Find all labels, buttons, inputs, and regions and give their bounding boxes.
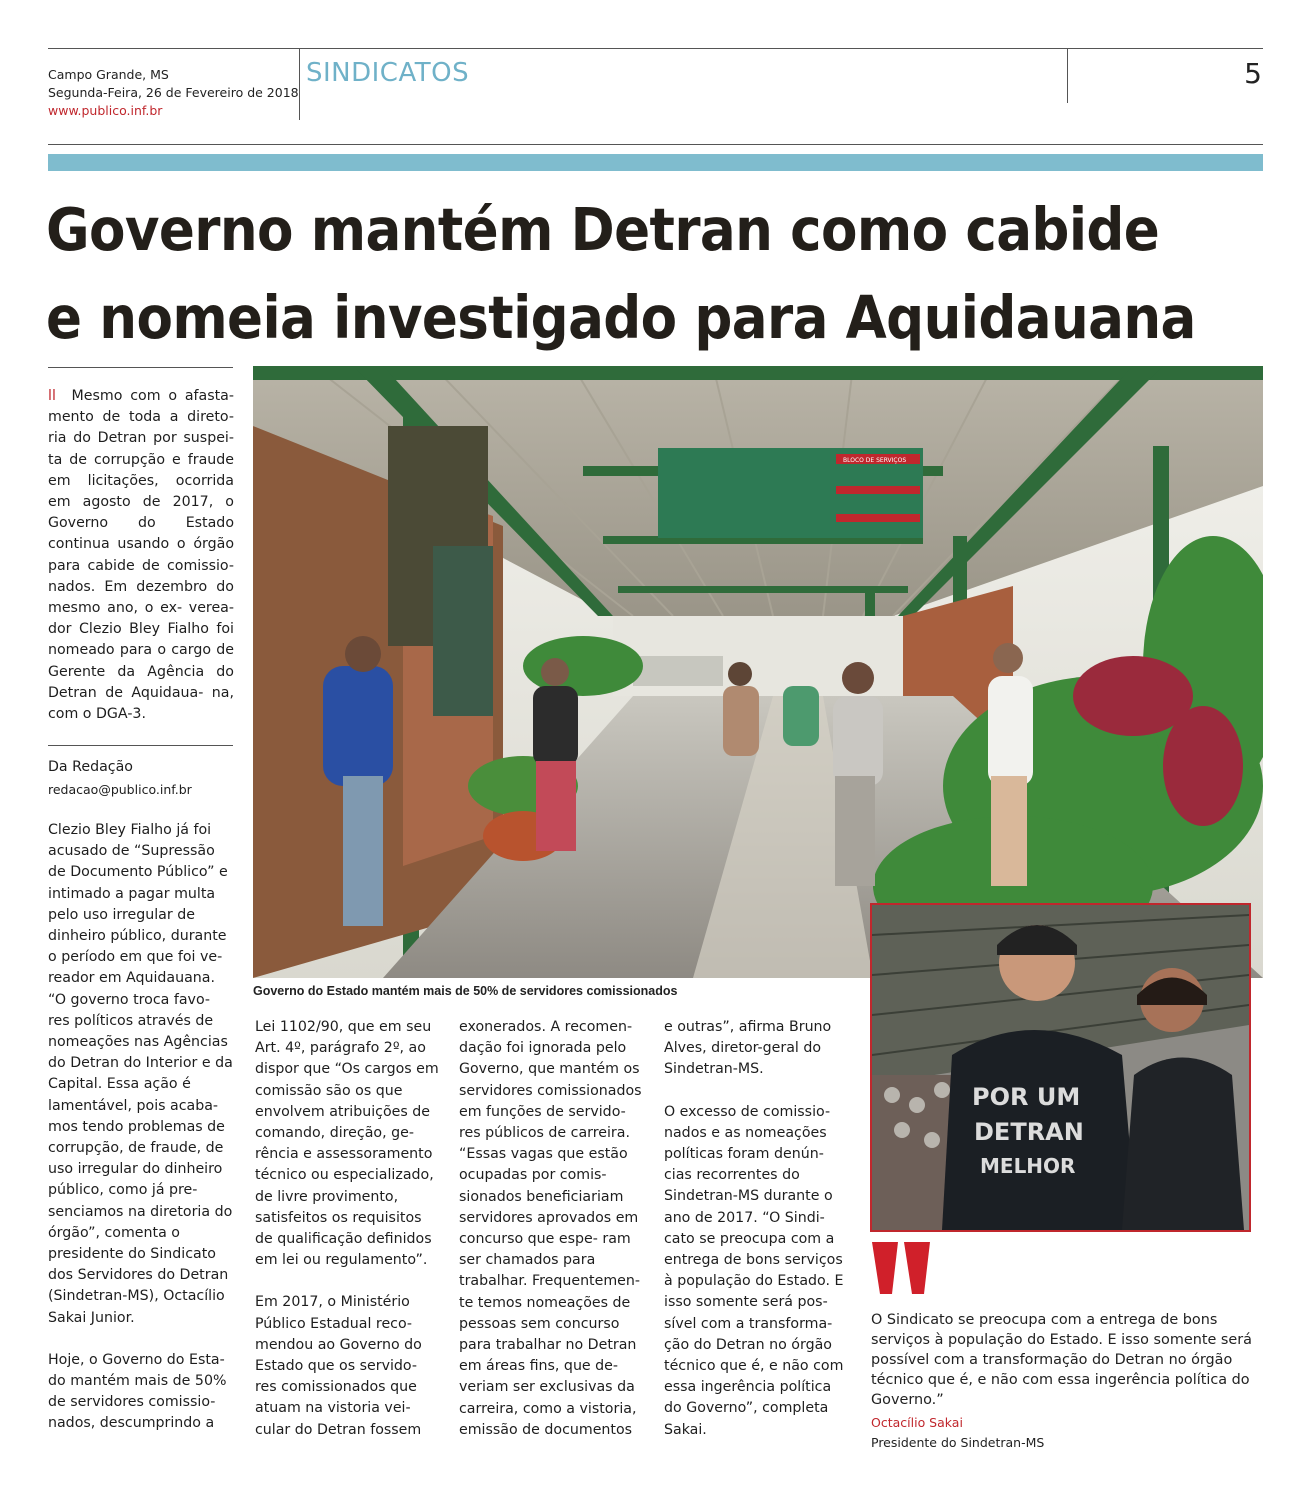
pullquote-role: Presidente do Sindetran-MS xyxy=(871,1435,1045,1450)
header-url[interactable]: www.publico.inf.br xyxy=(48,103,163,118)
union-members-illustration xyxy=(872,905,1249,1230)
header-divider-left xyxy=(299,48,300,120)
inset-photo xyxy=(870,903,1251,1232)
section-color-bar xyxy=(48,154,1263,171)
column-1 xyxy=(48,820,236,1456)
column-4-paragraph-1: e outras”, afirma Bruno Alves, diretor-geral do Sindetran-MS. xyxy=(664,1019,832,1078)
photo-caption: Governo do Estado mantém mais de 50% de servidores comissionados xyxy=(253,984,678,998)
column-3-paragraph-1: exonerados. A recomen- dação foi ignorada pelo Governo, que mantém os servidores comissionados em funções de servido- res públicos de carreira. “Essas vagas que estão ocupadas por comis- sionados beneficiariam servidores aprovados em concurso que espe- ram ser chamados para trabalhar. Frequentemen- te temos nomeações de pessoas sem concurso para trabalhar no Detran em áreas fins, que de- veriam ser exclusivas da carreira, como a vistoria, emissão de documentos xyxy=(459,1019,642,1438)
pullquote-text: O Sindicato se preocupa com a entrega de bons serviços à população do Estado. E isso somente será possível com a transformação do Detran no órgão técnico que é, e não com essa ingerência política do Governo.” xyxy=(871,1312,1252,1408)
headline-line-1: Governo mantém Detran como cabide xyxy=(46,195,1160,264)
column-2 xyxy=(255,1017,440,1462)
header-divider-right xyxy=(1067,48,1068,103)
lead-bottom-rule xyxy=(48,745,233,746)
column-3 xyxy=(459,1017,646,1462)
shirt-text-line-2: DETRAN xyxy=(974,1118,1084,1146)
header-city: Campo Grande, MS xyxy=(48,67,169,82)
lead-paragraph xyxy=(48,386,234,725)
column-1-paragraph-2: Hoje, o Governo do Esta- do mantém mais de 50% de servidores comissio- nados, descumprindo a xyxy=(48,1351,227,1432)
byline: Da Redação xyxy=(48,759,133,775)
lead-top-rule xyxy=(48,367,233,368)
headline xyxy=(46,186,1266,362)
page-number: 5 xyxy=(1244,57,1262,90)
sign-title: BLOCO DE SERVIÇOS xyxy=(843,457,907,464)
pullquote-name: Octacílio Sakai xyxy=(871,1415,963,1430)
shirt-text-line-1: POR UM xyxy=(972,1083,1081,1111)
quote-mark-icon xyxy=(870,1238,934,1298)
section-title: SINDICATOS xyxy=(306,58,470,88)
lead-mark: ll xyxy=(48,388,56,404)
column-2-paragraph-2: Em 2017, o Ministério Público Estadual reco- mendou ao Governo do Estado que os servido- res comissionados que atuam na vistoria vei- cular do Detran fossem xyxy=(255,1294,422,1438)
column-4 xyxy=(664,1017,852,1462)
byline-email[interactable]: redacao@publico.inf.br xyxy=(48,782,192,797)
lead-text: Mesmo com o afasta- mento de toda a direto- ria do Detran por suspei- ta de corrupção e fraude em licitações, ocorrida em agosto de 2017, o Governo do Estado continua usando o órgão para cabide de comissio- nados. Em dezembro do mesmo ano, o ex- verea- dor Clezio Bley Fialho foi nomeado para o cargo de Gerente da Agência do Detran de Aquidaua- na, com o DGA-3. xyxy=(48,388,234,723)
main-photo xyxy=(253,366,1263,978)
column-1-paragraph-1: Clezio Bley Fialho já foi acusado de “Supressão de Documento Público” e intimado a pagar multa pelo uso irregular de dinheiro público, durante o período em que foi ve- reador em Aquidauana. “O governo troca favo- res políticos através de nomeações nas Agências do Detran do Interior e da Capital. Essa ação é lamentável, pois acaba- mos tendo problemas de corrupção, de fraude, de uso irregular do dinheiro público, como já pre- senciamos na diretoria do órgão”, comenta o presidente do Sindicato dos Servidores do Detran (Sindetran-MS), Octacílio Sakai Junior. xyxy=(48,822,233,1326)
header-date: Segunda-Feira, 26 de Fevereiro de 2018 xyxy=(48,85,299,100)
column-4-paragraph-2: O excesso de comissio- nados e as nomeações políticas foram denún- cias recorrentes do Sindetran-MS durante o ano de 2017. “O Sindi- cato se preocupa com a entrega de bons serviços à população do Estado. E isso somente será pos- sível com a transforma- ção do Detran no órgão técnico que é, e não com essa ingerência política do Governo”, completa Sakai. xyxy=(664,1103,844,1438)
headline-line-2: e nomeia investigado para Aquidauana xyxy=(46,283,1196,352)
corridor-illustration xyxy=(253,366,1263,978)
column-2-paragraph-1: Lei 1102/90, que em seu Art. 4º, parágrafo 2º, ao dispor que “Os cargos em comissão são os que envolvem atribuições de comando, direção, ge- rência e assessoramento técnico ou especializado, de livre provimento, satisfeitos os requisitos de qualificação definidos em lei ou regulamento”. xyxy=(255,1019,439,1269)
header-top-rule xyxy=(48,48,1263,49)
shirt-text-line-3: MELHOR xyxy=(980,1154,1076,1178)
header-bottom-rule xyxy=(48,144,1263,145)
